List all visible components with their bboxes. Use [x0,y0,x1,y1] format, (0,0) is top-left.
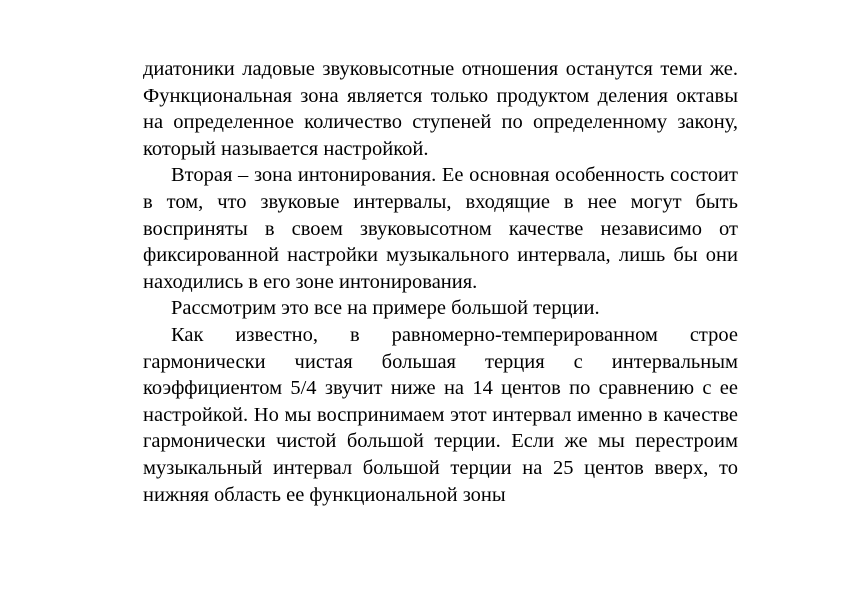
paragraph-4: Как известно, в равномерно-темперированном строе гармонически чистая большая терция с интервальным коэффициентом 5/4 звучит ниже на 14 центов по сравнению с ее настройкой. Но мы воспринимаем этот интервал именно в качестве гармонически чистой большой терции. Если же мы перестроим музыкальный интервал большой терции на 25 центов вверх, то нижняя область ее функциональной зоны [143,323,738,506]
paragraph-3: Рассмотрим это все на примере большой терции. [171,297,600,320]
document-page [143,56,738,508]
paragraph-2: Вторая – зона интонирования. Ее основная особенность состоит в том, что звуковые интервалы, входящие в нее могут быть восприняты в своем звуковысотном качестве независимо от фиксированной настройки музыкального интервала, лишь бы они находились в его зоне интонирования. [143,164,738,293]
paragraph-1: диатоники ладовые звуковысотные отношения останутся теми же. Функциональная зона является только продуктом деления октавы на определенное количество ступеней по определенному закону, который называется настройкой. [143,58,738,160]
